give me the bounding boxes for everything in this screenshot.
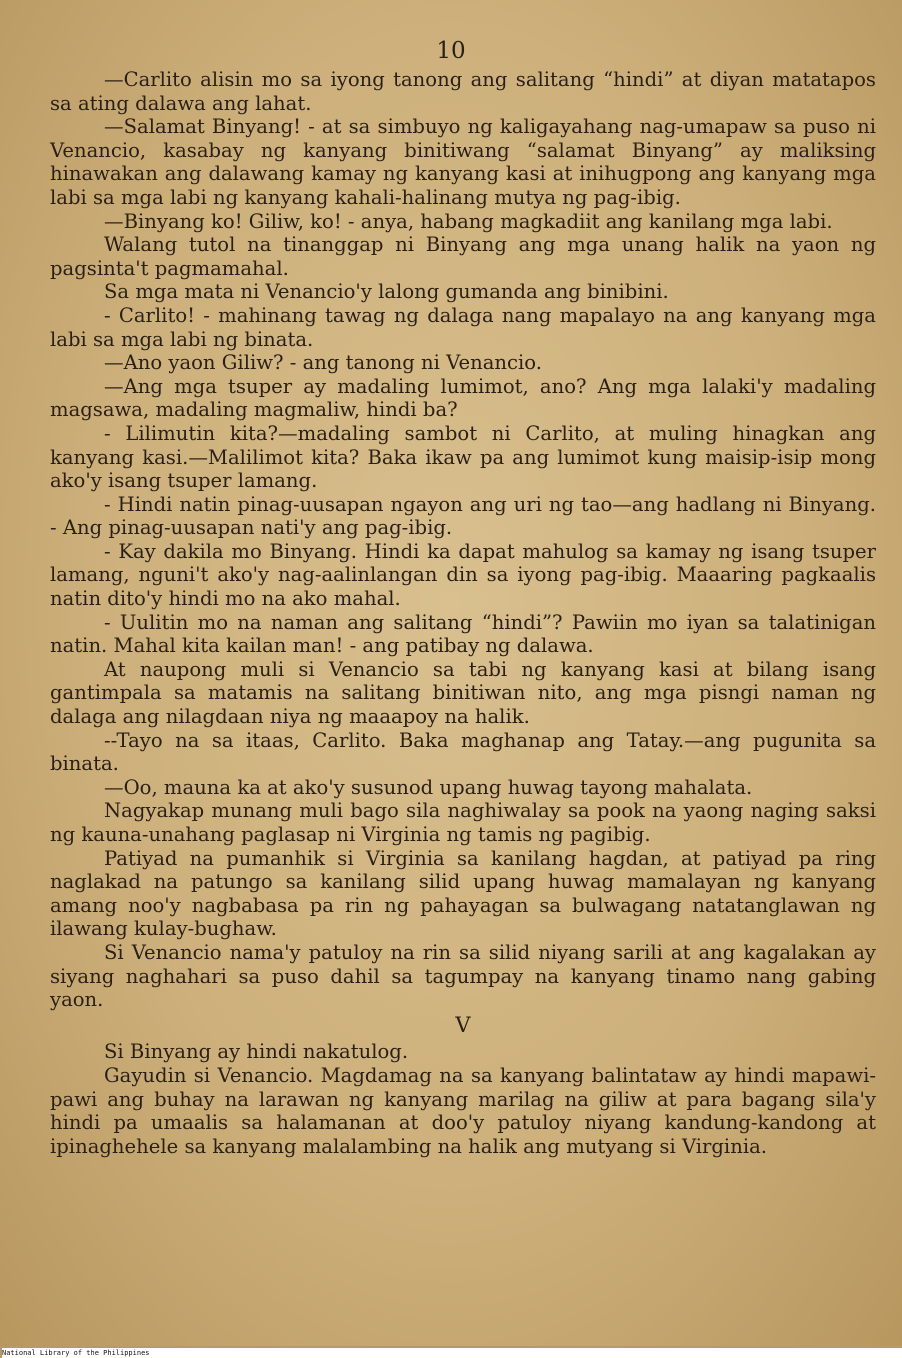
paragraph: Nagyakap munang muli bago sila naghiwalay sa pook na yaong naging saksi ng kauna-unahang paglasap ni Virginia ng tamis ng pagibig.	[50, 799, 876, 846]
paragraph: Si Binyang ay hindi nakatulog.	[104, 1040, 409, 1064]
paragraph: —Ano yaon Giliw? - ang tanong ni Venancio.	[104, 351, 542, 375]
paragraph: Si Venancio nama'y patuloy na rin sa silid niyang sarili at ang kagalakan ay siyang naghahari sa puso dahil sa tagumpay na kanyang tinamo nang gabing yaon.	[50, 940, 876, 1012]
paragraph: - Carlito! - mahinang tawag ng dalaga nang mapalayo na ang kanyang mga labi sa mga labi ng binata.	[50, 303, 876, 351]
paragraph: —Binyang ko! Giliw, ko! - anya, habang magkadiit ang kanilang mga labi.	[104, 209, 833, 233]
paragraph: - Kay dakila mo Binyang. Hindi ka dapat mahulog sa kamay ng isang tsuper lamang, nguni't ako'y nag-aalinlangan din sa iyong pag-ibig. Maaaring pagkaalis natin dito'y hindi mo na ako mahal.	[50, 539, 876, 611]
paragraph: —Salamat Binyang! - at sa simbuyo ng kaligayahang nag-umapaw sa puso ni Venancio, kasabay ng kanyang binitiwang “salamat Binyang” ay maliksing hinawakan ang dalawang kamay ng kanyang kasi at inihugpong ang kanyang mga labi sa mga labi ng kanyang kahali-halinang mutya ng pag-ibig.	[50, 115, 876, 209]
page-number: 10	[436, 38, 466, 64]
paragraph: Walang tutol na tinanggap ni Binyang ang mga unang halik na yaon ng pagsinta't pagmamahal.	[50, 233, 876, 280]
paragraph: Sa mga mata ni Venancio'y lalong gumanda ang binibini.	[104, 280, 669, 304]
paragraph: Gayudin si Venancio. Magdamag na sa kanyang balintataw ay hindi mapawi-pawi ang buhay na larawan ng kanyang marilag na giliw at para bagang sila'y hindi pa umaalis sa halamanan at doo'y patuloy niyang kandung-kandong at ipinaghehele sa kanyang malalambing na halik ang mutyang si Virginia.	[50, 1063, 876, 1158]
paragraph: At naupong muli si Venancio sa tabi ng kanyang kasi at bilang isang gantimpala sa matamis na salitang binitiwan nito, ang mga pisngi naman ng dalaga ang nilagdaan niya ng maaapoy na halik.	[50, 657, 876, 729]
paragraph: —Ang mga tsuper ay madaling lumimot, ano? Ang mga lalaki'y madaling magsawa, madaling magmaliw, hindi ba?	[50, 374, 876, 422]
paragraph: —Carlito alisin mo sa iyong tanong ang salitang “hindi” at diyan matatapos sa ating dalawa ang lahat.	[50, 68, 876, 115]
paragraph: Patiyad na pumanhik si Virginia sa kanilang hagdan, at patiyad pa ring naglakad na patungo sa kanilang silid upang huwag mamalayan ng kanyang amang noo'y nagbabasa pa rin ng pahayagan sa bulwagang natatanglawan ng ilawang kulay-bughaw.	[50, 846, 876, 941]
paragraph: —Oo, mauna ka at ako'y susunod upang huwag tayong mahalata.	[104, 775, 753, 799]
paragraph: - Hindi natin pinag-uusapan ngayon ang uri ng tao—ang hadlang ni Binyang. - Ang pinag-uusapan nati'y ang pag-ibig.	[50, 492, 876, 540]
paragraph: - Uulitin mo na naman ang salitang “hindi”? Pawiin mo iyan sa talatinigan natin. Mahal kita kailan man! - ang patibay ng dalawa.	[50, 610, 876, 658]
body-text	[50, 68, 876, 1158]
paragraph: - Lilimutin kita?—madaling sambot ni Carlito, at muling hinagkan ang kanyang kasi.—Malilimot kita? Baka ikaw pa ang lumimot kung maisip-isip mong ako'y isang tsuper lamang.	[50, 421, 876, 493]
library-credit: National Library of the Philippines	[2, 1348, 902, 1358]
paragraph: --Tayo na sa itaas, Carlito. Baka maghanap ang Tatay.—ang pugunita sa binata.	[50, 728, 876, 776]
chapter-heading: V	[455, 1012, 471, 1037]
